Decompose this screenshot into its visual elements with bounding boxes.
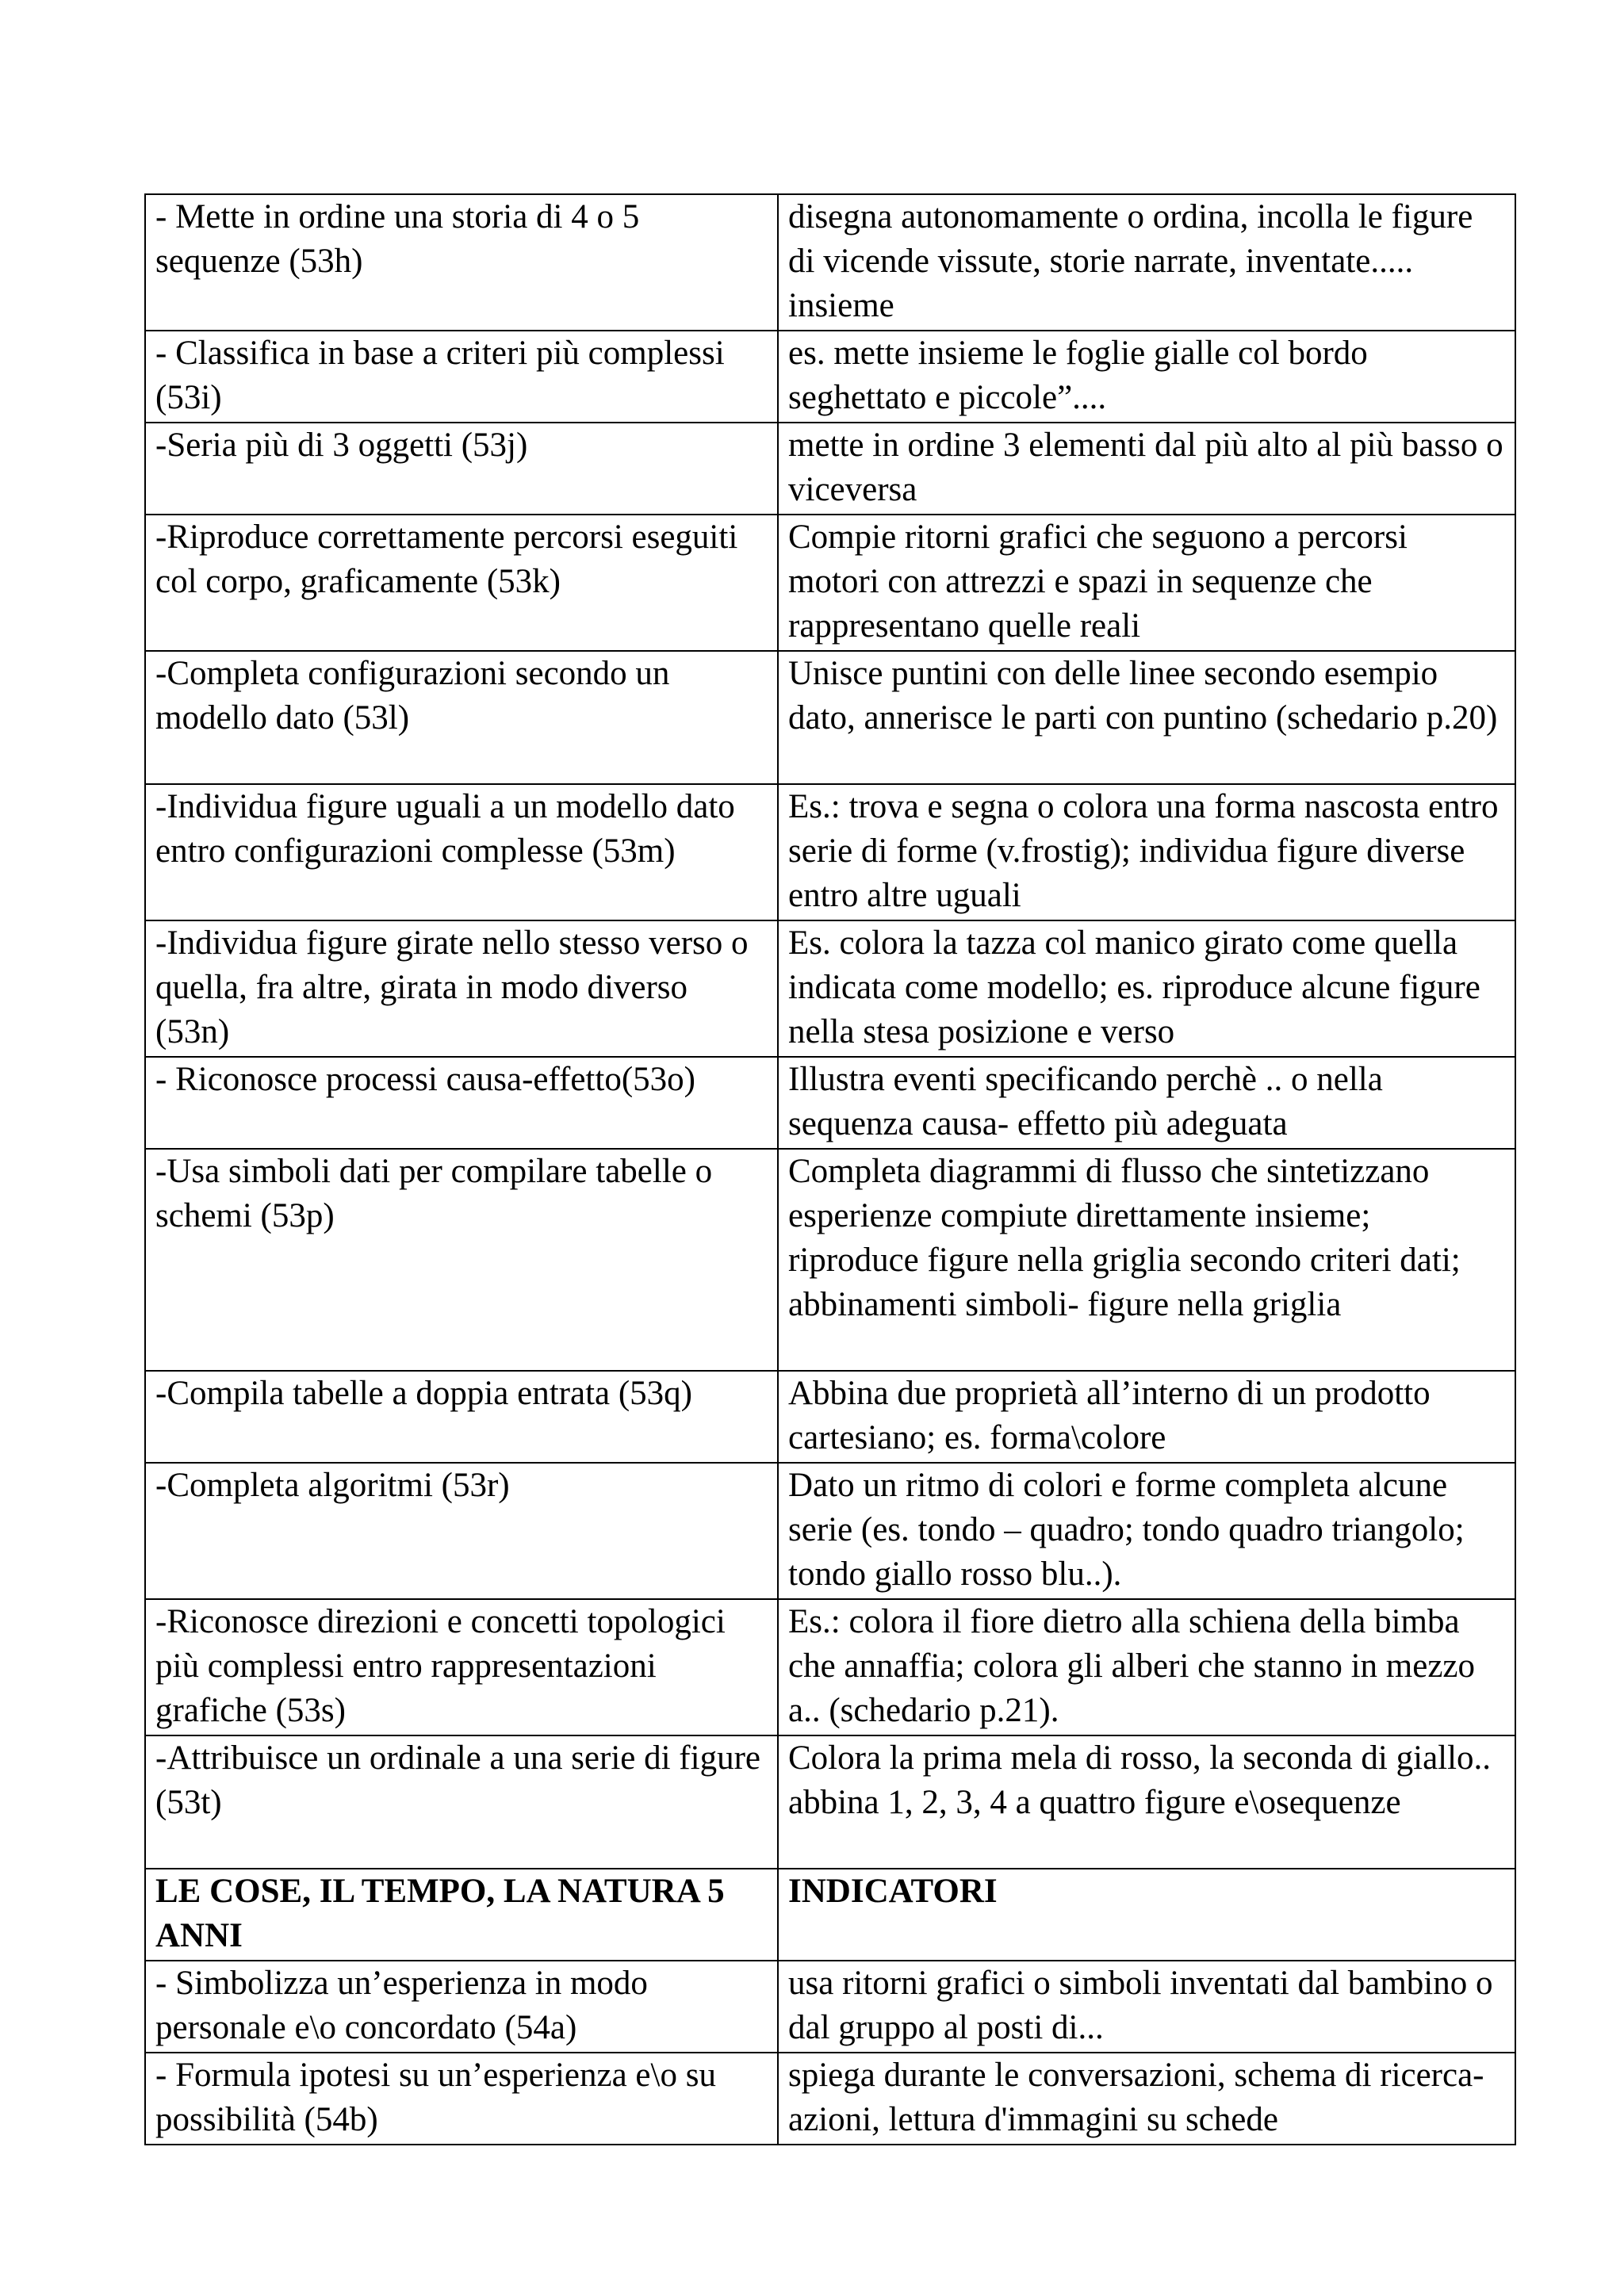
table-row bbox=[145, 1735, 1515, 1869]
indicator-cell: spiega durante le conversazioni, schema di ricerca-azioni, lettura d'immagini su schede bbox=[778, 2053, 1515, 2145]
indicator-cell: Compie ritorni grafici che seguono a percorsi motori con attrezzi e spazi in sequenze che rappresentano quelle reali bbox=[778, 515, 1515, 651]
skill-cell: -Riproduce correttamente percorsi eseguiti col corpo, graficamente (53k) bbox=[145, 515, 778, 651]
indicator-cell: Unisce puntini con delle linee secondo esempio dato, annerisce le parti con puntino (schedario p.20) bbox=[778, 651, 1515, 784]
table-row bbox=[145, 1149, 1515, 1371]
indicator-cell: Es. colora la tazza col manico girato come quella indicata come modello; es. riproduce alcune figure nella stesa posizione e verso bbox=[778, 920, 1515, 1057]
indicator-cell: disegna autonomamente o ordina, incolla le figure di vicende vissute, storie narrate, inventate..... insieme bbox=[778, 194, 1515, 331]
table-row bbox=[145, 331, 1515, 423]
indicator-cell: Abbina due proprietà all’interno di un prodotto cartesiano; es. forma\colore bbox=[778, 1371, 1515, 1463]
skill-cell: -Individua figure girate nello stesso verso o quella, fra altre, girata in modo diverso (53n) bbox=[145, 920, 778, 1057]
indicator-cell: Completa diagrammi di flusso che sintetizzano esperienze compiute direttamente insieme; riproduce figure nella griglia secondo criteri dati; abbinamenti simboli- figure nella griglia bbox=[778, 1149, 1515, 1371]
skill-cell: -Seria più di 3 oggetti (53j) bbox=[145, 423, 778, 515]
indicator-cell: Dato un ritmo di colori e forme completa alcune serie (es. tondo – quadro; tondo quadro triangolo; tondo giallo rosso blu..). bbox=[778, 1463, 1515, 1599]
table-row bbox=[145, 1463, 1515, 1599]
table-row bbox=[145, 2053, 1515, 2145]
indicator-cell: Colora la prima mela di rosso, la seconda di giallo.. abbina 1, 2, 3, 4 a quattro figure e\osequenze bbox=[778, 1735, 1515, 1869]
skill-cell: -Usa simboli dati per compilare tabelle o schemi (53p) bbox=[145, 1149, 778, 1371]
section-title: LE COSE, IL TEMPO, LA NATURA 5 ANNI bbox=[145, 1869, 778, 1961]
table-row bbox=[145, 920, 1515, 1057]
table-row bbox=[145, 784, 1515, 920]
skill-cell: - Simbolizza un’esperienza in modo personale e\o concordato (54a) bbox=[145, 1961, 778, 2053]
skill-cell: -Completa configurazioni secondo un modello dato (53l) bbox=[145, 651, 778, 784]
skill-cell: - Mette in ordine una storia di 4 o 5 sequenze (53h) bbox=[145, 194, 778, 331]
skill-cell: -Attribuisce un ordinale a una serie di figure (53t) bbox=[145, 1735, 778, 1869]
skill-cell: -Completa algoritmi (53r) bbox=[145, 1463, 778, 1599]
indicator-cell: Es.: colora il fiore dietro alla schiena della bimba che annaffia; colora gli alberi che stanno in mezzo a.. (schedario p.21). bbox=[778, 1599, 1515, 1735]
table-row bbox=[145, 515, 1515, 651]
indicator-cell: Es.: trova e segna o colora una forma nascosta entro serie di forme (v.frostig); individua figure diverse entro altre uguali bbox=[778, 784, 1515, 920]
skill-cell: -Compila tabelle a doppia entrata (53q) bbox=[145, 1371, 778, 1463]
skills-table bbox=[144, 193, 1516, 2145]
section-heading-row bbox=[145, 1869, 1515, 1961]
indicator-cell: Illustra eventi specificando perchè .. o nella sequenza causa- effetto più adeguata bbox=[778, 1057, 1515, 1149]
table-row bbox=[145, 1961, 1515, 2053]
table-row bbox=[145, 651, 1515, 784]
indicator-cell: es. mette insieme le foglie gialle col bordo seghettato e piccole”.... bbox=[778, 331, 1515, 423]
skill-cell: -Individua figure uguali a un modello dato entro configurazioni complesse (53m) bbox=[145, 784, 778, 920]
table-row bbox=[145, 1371, 1515, 1463]
table-row bbox=[145, 423, 1515, 515]
indicators-heading: INDICATORI bbox=[778, 1869, 1515, 1961]
indicator-cell: usa ritorni grafici o simboli inventati dal bambino o dal gruppo al posti di... bbox=[778, 1961, 1515, 2053]
skill-cell: - Riconosce processi causa-effetto(53o) bbox=[145, 1057, 778, 1149]
skill-cell: - Classifica in base a criteri più complessi (53i) bbox=[145, 331, 778, 423]
table-row bbox=[145, 1599, 1515, 1735]
skill-cell: - Formula ipotesi su un’esperienza e\o su possibilità (54b) bbox=[145, 2053, 778, 2145]
table-row bbox=[145, 1057, 1515, 1149]
table-row bbox=[145, 194, 1515, 331]
skill-cell: -Riconosce direzioni e concetti topologici più complessi entro rappresentazioni grafiche (53s) bbox=[145, 1599, 778, 1735]
indicator-cell: mette in ordine 3 elementi dal più alto al più basso o viceversa bbox=[778, 423, 1515, 515]
